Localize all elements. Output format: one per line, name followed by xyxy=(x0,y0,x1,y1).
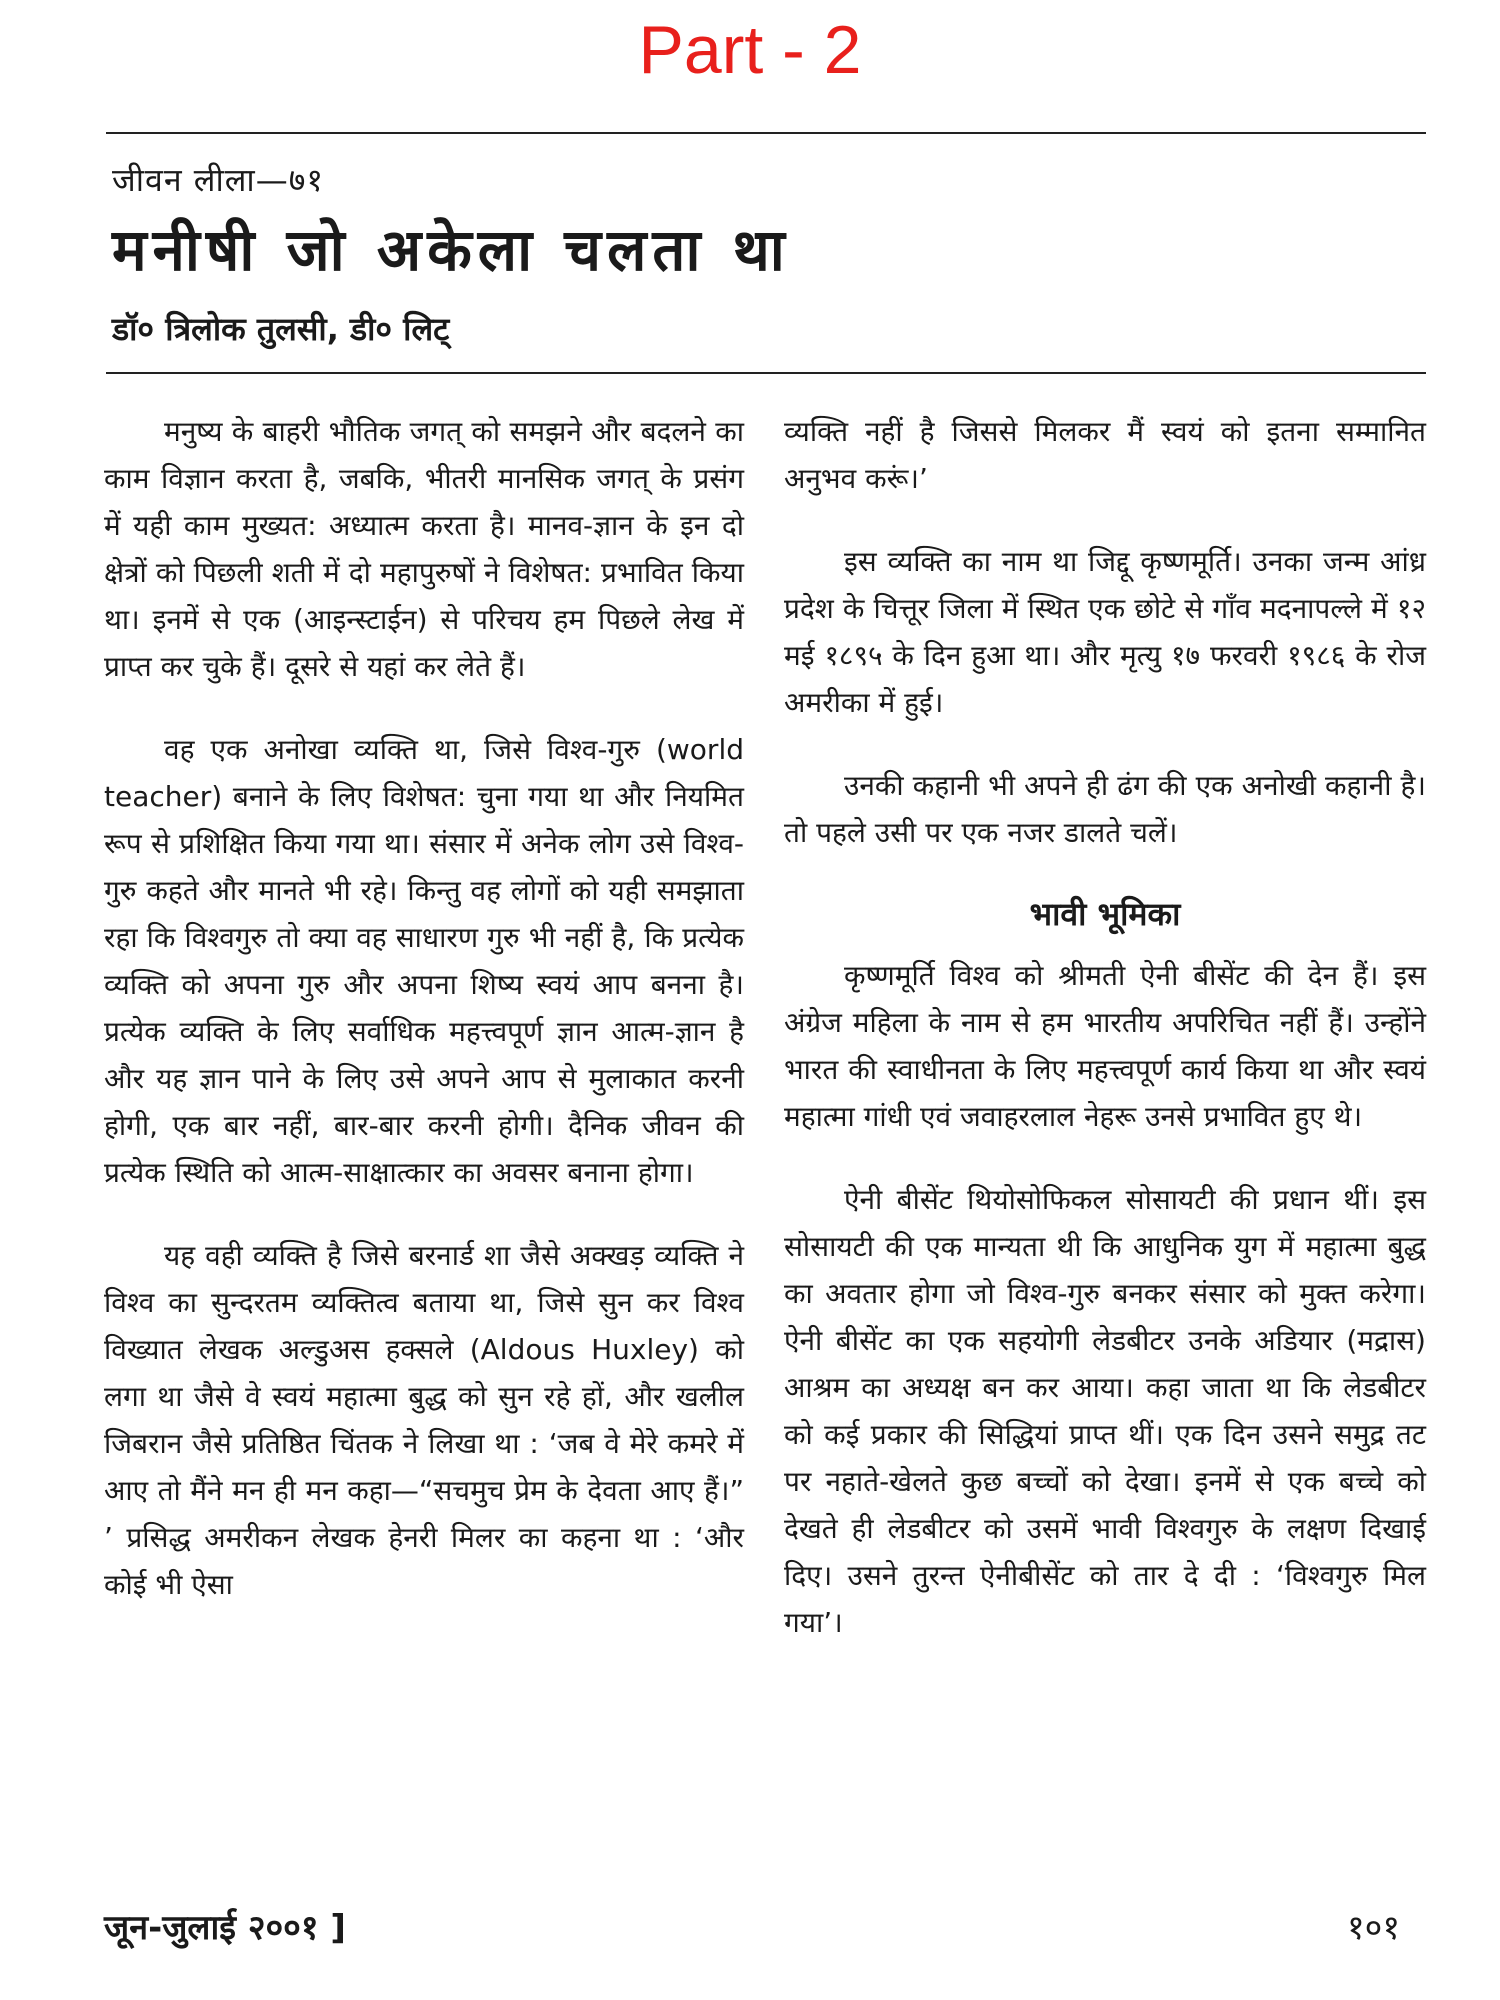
body-paragraph: मनुष्य के बाहरी भौतिक जगत् को समझने और बदलने का काम विज्ञान करता है, जबकि, भीतरी मानसिक जगत् के प्रसंग में यही काम मुख्यत: अध्यात्म करता है। मानव-ज्ञान के इन दो क्षेत्रों को पिछली शती में दो महापुरुषों ने विशेषत: प्रभावित किया था। इनमें से एक (आइन्स्टाईन) से परिचय हम पिछले लेख में प्राप्त कर चुके हैं। दूसरे से यहां कर लेते हैं। xyxy=(104,415,744,683)
header-divider xyxy=(106,372,1426,374)
body-paragraph: उनकी कहानी भी अपने ही ढंग की एक अनोखी कहानी है। तो पहले उसी पर एक नजर डालते चलें। xyxy=(784,769,1426,849)
part-label: Part - 2 xyxy=(638,12,862,88)
body-paragraph: इस व्यक्ति का नाम था जिद्दू कृष्णमूर्ति। उनका जन्म आंध्र प्रदेश के चित्तूर जिला में स्थित एक छोटे से गाँव मदनापल्ले में १२ मई १८९५ के दिन हुआ था। और मृत्यु १७ फरवरी १९८६ के रोज अमरीका में हुई। xyxy=(784,545,1426,719)
section-heading: भावी भूमिका xyxy=(1029,895,1181,933)
article-title: मनीषी जो अकेला चलता था xyxy=(112,216,791,284)
body-paragraph: कृष्णमूर्ति विश्व को श्रीमती ऐनी बीसेंट की देन हैं। इस अंग्रेज महिला के नाम से हम भारतीय अपरिचित नहीं हैं। उन्होंने भारत की स्वाधीनता के लिए महत्त्वपूर्ण कार्य किया था और स्वयं महात्मा गांधी एवं जवाहरलाल नेहरू उनसे प्रभावित हुए थे। xyxy=(784,959,1426,1133)
series-label: जीवन लीला—७१ xyxy=(112,161,325,199)
body-paragraph: यह वही व्यक्ति है जिसे बरनार्ड शा जैसे अक्खड़ व्यक्ति ने विश्व का सुन्दरतम व्यक्तित्व बताया था, जिसे सुन कर विश्व विख्यात लेखक अल्डुअस हक्सले (Aldous Huxley) को लगा था जैसे वे स्वयं महात्मा बुद्ध को सुन रहे हों, और खलील जिबरान जैसे प्रतिष्ठित चिंतक ने लिखा था : ‘जब वे मेरे कमरे में आए तो मैंने मन ही मन कहा—“सचमुच प्रेम के देवता आए हैं।” ’ प्रसिद्ध अमरीकन लेखक हेनरी मिलर का कहना था : ‘और कोई भी ऐसा xyxy=(104,1239,744,1601)
left-column xyxy=(104,408,744,1644)
top-divider xyxy=(106,132,1426,134)
page-number: १०१ xyxy=(1346,1908,1400,1948)
issue-date: जून-जुलाई २००१ ] xyxy=(104,1908,346,1948)
body-paragraph: ऐनी बीसेंट थियोसोफिकल सोसायटी की प्रधान थीं। इस सोसायटी की एक मान्यता थी कि आधुनिक युग में महात्मा बुद्ध का अवतार होगा जो विश्व-गुरु बनकर संसार को मुक्त करेगा। ऐनी बीसेंट का एक सहयोगी लेडबीटर उनके अडियार (मद्रास) आश्रम का अध्यक्ष बन कर आया। कहा जाता था कि लेडबीटर को कई प्रकार की सिद्धियां प्राप्त थीं। एक दिन उसने समुद्र तट पर नहाते-खेलते कुछ बच्चों को देखा। इनमें से एक बच्चे को देखते ही लेडबीटर को उसमें भावी विश्वगुरु के लक्षण दिखाई दिए। उसने तुरन्त ऐनीबीसेंट को तार दे दी : ‘विश्वगुरु मिल गया’। xyxy=(784,1183,1426,1639)
body-paragraph: वह एक अनोखा व्यक्ति था, जिसे विश्व-गुरु (world teacher) बनाने के लिए विशेषत: चुना गया था और नियमित रूप से प्रशिक्षित किया गया था। संसार में अनेक लोग उसे विश्व-गुरु कहते और मानते भी रहे। किन्तु वह लोगों को यही समझाता रहा कि विश्वगुरु तो क्या वह साधारण गुरु भी नहीं है, कि प्रत्येक व्यक्ति को अपना गुरु और अपना शिष्य स्वयं आप बनना है। प्रत्येक व्यक्ति के लिए सर्वाधिक महत्त्वपूर्ण ज्ञान आत्म-ज्ञान है और यह ज्ञान पाने के लिए उसे अपने आप से मुलाकात करनी होगी, एक बार नहीं, बार-बार करनी होगी। दैनिक जीवन की प्रत्येक स्थिति को आत्म-साक्षात्कार का अवसर बनाना होगा। xyxy=(104,733,744,1189)
continued-paragraph: व्यक्ति नहीं है जिससे मिलकर मैं स्वयं को इतना सम्मानित अनुभव करूं।’ xyxy=(784,415,1426,495)
right-column xyxy=(784,408,1426,1682)
article-author: डॉ० त्रिलोक तुलसी, डी० लिट् xyxy=(112,310,450,348)
